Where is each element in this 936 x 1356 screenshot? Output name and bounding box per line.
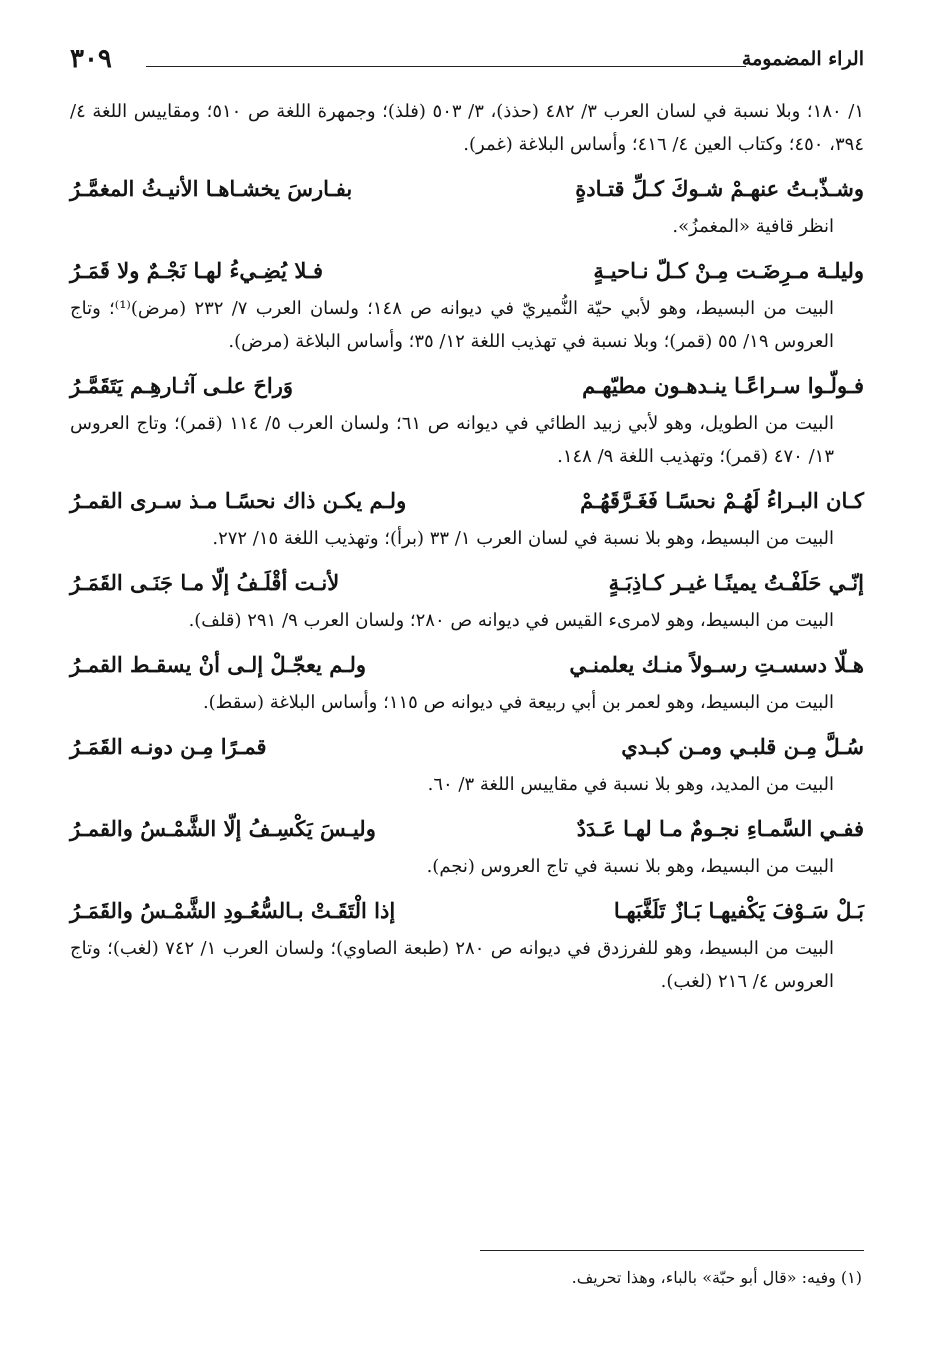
verse-second-hemistich: ولـم يكـن ذاك نحسًـا مـذ سـرى القمـرُ [70, 488, 407, 513]
verse-first-hemistich: سُـلَّ مِـن قلبـي ومـن كبـدي [621, 734, 864, 759]
source-note: ١/ ١٨٠؛ وبلا نسبة في لسان العرب ٣/ ٤٨٢ (حذذ)، ٣/ ٥٠٣ (فلذ)؛ وجمهرة اللغة ص ٥١٠؛ ومقاييس اللغة ٤/ ٣٩٤، ٤٥٠؛ وكتاب العين ٤/ ٤١٦؛ وأساس البلاغة (غمر). [70, 101, 865, 155]
verse-line [70, 725, 864, 768]
verse-second-hemistich: وَراحَ علـى آثـارهِـم يَتَقَمَّـرُ [70, 373, 294, 398]
page-number: ٣٠٩ [70, 44, 112, 74]
verse-line [70, 807, 864, 850]
footnote-rule [480, 1250, 864, 1251]
verse-first-hemistich: وليلـة مـرِضَـت مِـنْ كـلّ نـاحيـةٍ [593, 258, 864, 283]
source-note: البيت من البسيط، وهو بلا نسبة في تاج العروس (نجم). [426, 856, 834, 877]
verse-first-hemistich: بَـلْ سَـوْفَ يَكْفيهـا بَـازٌ تَلَغَّبَهـا [613, 898, 864, 923]
source-note: البيت من البسيط، وهو لعمر بن أبي ربيعة في ديوانه ص ١١٥؛ وأساس البلاغة (سقط). [202, 692, 834, 713]
footnote: (١) وفيه: «قال أبو حبّة» بالباء، وهذا تحريف. [571, 1268, 862, 1287]
verse-second-hemistich: ولـم يعجّـلْ إلـى أنْ يسقـط القمـرُ [70, 652, 366, 677]
verse-first-hemistich: فـولّـوا سـراعًـا ينـدهـون مطيّهـم [582, 373, 864, 398]
verse-second-hemistich: وليـسَ يَكْسِـفُ إلّا الشَّمْـسُ والقمـرُ [70, 816, 376, 841]
source-note: البيت من المديد، وهو بلا نسبة في مقاييس اللغة ٣/ ٦٠. [427, 774, 834, 795]
source-note: البيت من الطويل، وهو لأبي زبيد الطائي في ديوانه ص ٦١؛ ولسان العرب ٥/ ١١٤ (قمر)؛ وتاج العروس ١٣/ ٤٧٠ (قمر)؛ وتهذيب اللغة ٩/ ١٤٨. [70, 413, 834, 467]
verse-second-hemistich: لأنـت أقْلَـفُ إلّا مـا جَنَـى القَمَـرُ [70, 570, 340, 595]
header-rule [146, 66, 746, 67]
verse-line [70, 889, 864, 932]
verse-first-hemistich: هـلّا دسسـتِ رسـولاً منـك يعلمنـي [569, 652, 864, 677]
verse-second-hemistich: بفـارسَ يخشـاهـا الأنيـثُ المغمَّـرُ [70, 176, 353, 201]
source-note: البيت من البسيط، وهو للفرزدق في ديوانه ص ٢٨٠ (طبعة الصاوي)؛ ولسان العرب ١/ ٧٤٢ (لغب)؛ وتاج العروس ٤/ ٢١٦ (لغب). [70, 938, 835, 992]
verse-first-hemistich: وشـذّبـتُ عنهـمْ شـوكَ كـلِّ قتـادةٍ [575, 176, 864, 201]
running-title: الراء المضمومة [741, 48, 864, 70]
source-note: البيت من البسيط، وهو لامرىء القيس في ديوانه ص ٢٨٠؛ ولسان العرب ٩/ ٢٩١ (قلف). [188, 610, 834, 631]
verse-first-hemistich: إنّـي حَلَفْـتُ يمينًـا غيـر كـاذِبَـةٍ [608, 570, 864, 595]
verse-line [70, 643, 864, 686]
source-note: انظر قافية «المغمزُ». [672, 216, 834, 237]
source-note: البيت من البسيط، وهو بلا نسبة في لسان العرب ١/ ٣٣ (برأ)؛ وتهذيب اللغة ١٥/ ٢٧٢. [212, 528, 834, 549]
verse-line [70, 249, 864, 292]
verse-line [70, 364, 864, 407]
verse-second-hemistich: فـلا يُضِـيءُ لهـا نَجْـمٌ ولا قَمَـرُ [70, 258, 324, 283]
verse-first-hemistich: ففـي السَّمـاءِ نجـومٌ مـا لهـا عَـدَدٌ [576, 816, 864, 841]
page-header [70, 44, 864, 80]
verse-line [70, 479, 864, 522]
verse-first-hemistich: كـان البـراءُ لَهُـمْ نحسًـا فَغَـرَّقَهُـمْ [580, 488, 864, 513]
verse-line [70, 167, 864, 210]
page-body [70, 95, 864, 998]
verse-line [70, 561, 864, 604]
verse-second-hemistich: قمـرًا مِـن دونـه القَمَـرُ [70, 734, 267, 759]
source-note: البيت من البسيط، وهو لأبي حيّة النُّميريّ في ديوانه ص ١٤٨؛ ولسان العرب ٧/ ٢٣٢ (مرض)⁽¹⁾؛ وتاج العروس ١٩/ ٥٥ (قمر)؛ وبلا نسبة في تهذيب اللغة ١٢/ ٣٥؛ وأساس البلاغة (مرض). [70, 298, 835, 352]
verse-second-hemistich: إذا الْتَقَـتْ بـالسُّعُـودِ الشَّمْـسُ والقَمَـرُ [70, 898, 396, 923]
